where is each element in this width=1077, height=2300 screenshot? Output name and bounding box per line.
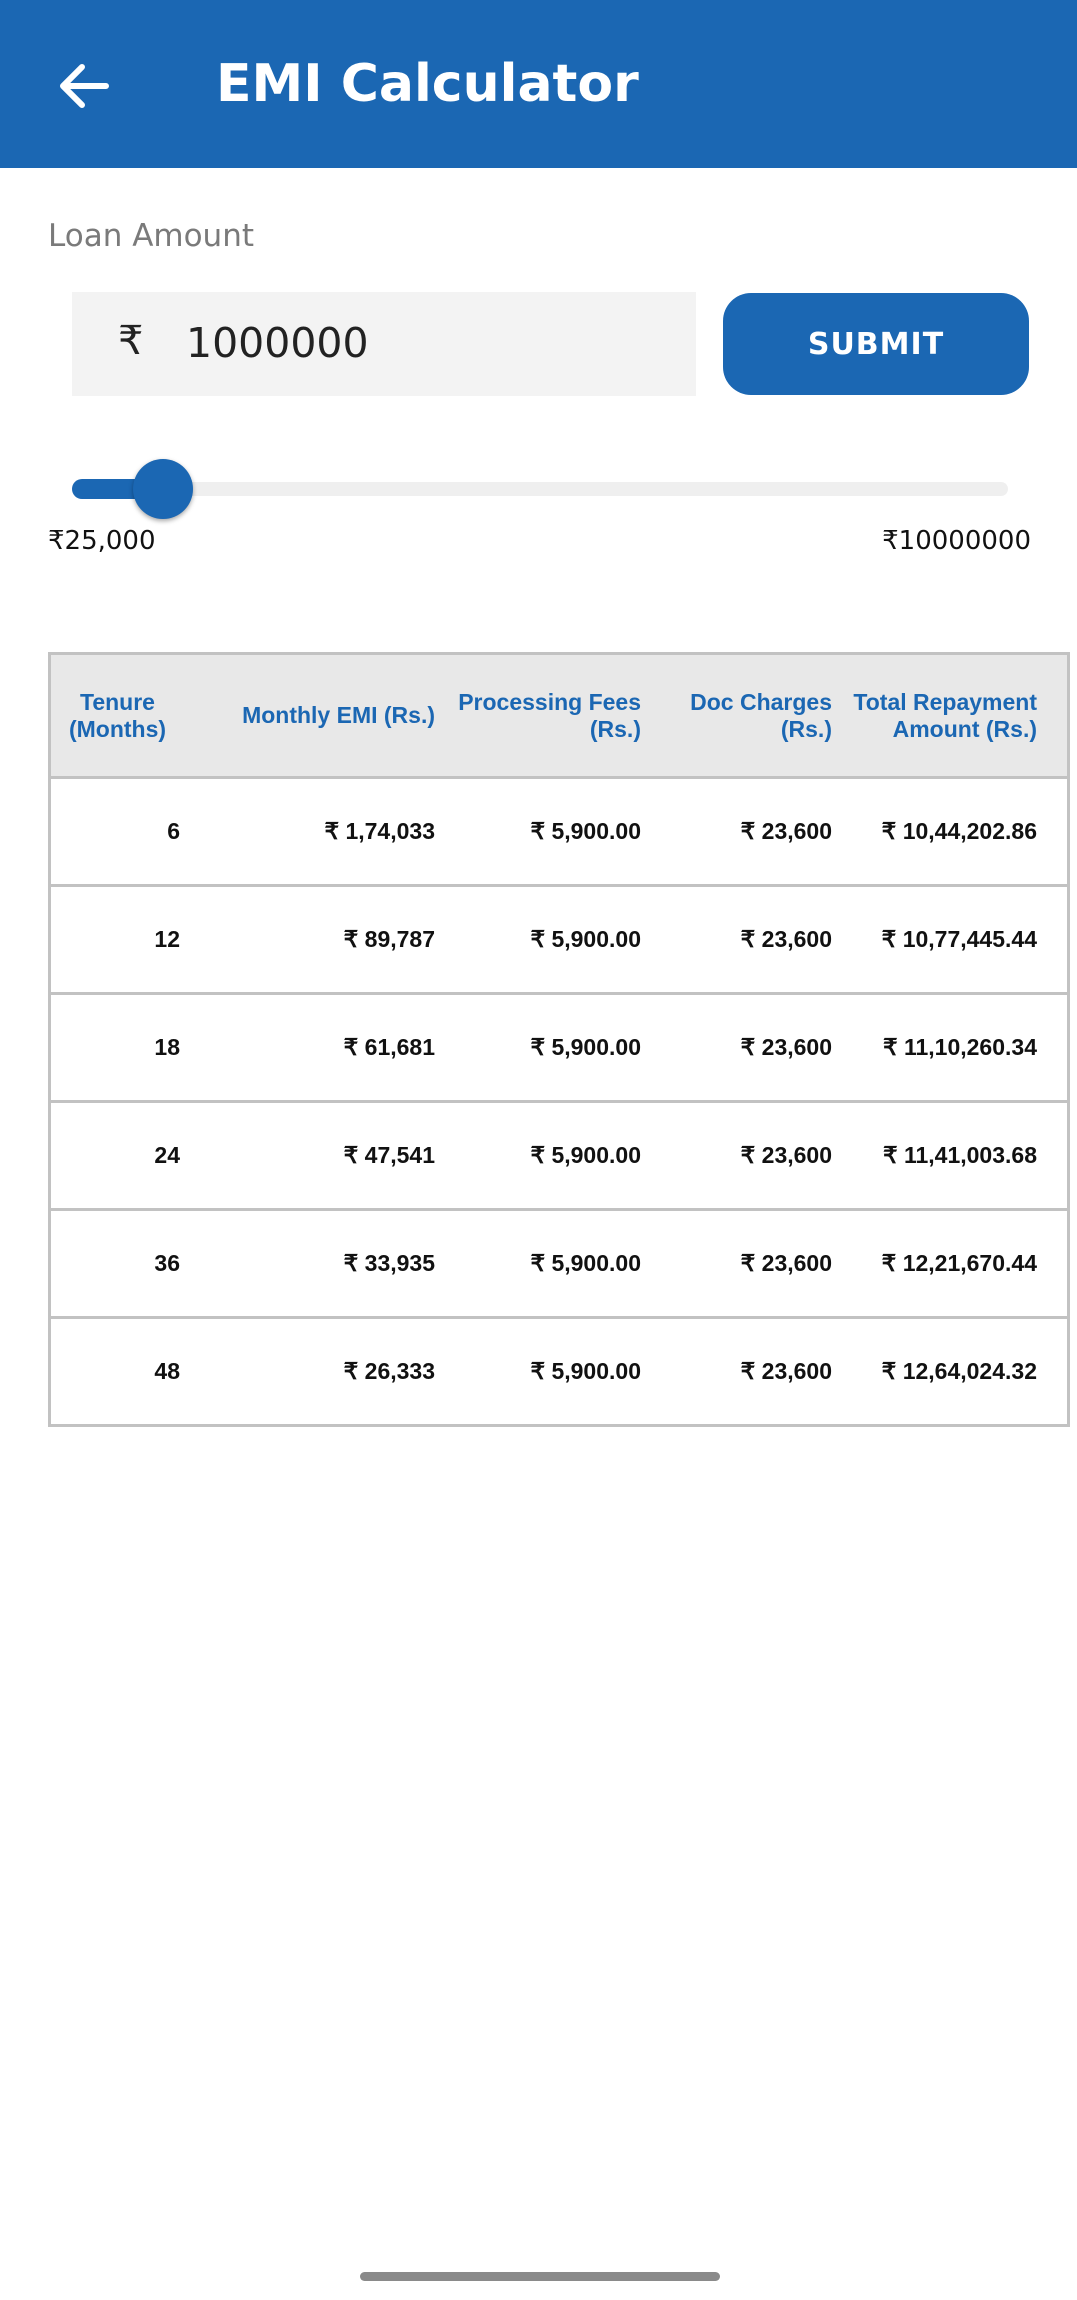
cell-monthly-emi: ₹ 61,681 [343, 1034, 435, 1060]
cell-processing-fees: ₹ 5,900.00 [530, 926, 641, 952]
cell-processing-fees: ₹ 5,900.00 [530, 818, 641, 844]
slider-track [72, 482, 1008, 496]
page-title: EMI Calculator [216, 54, 639, 114]
loan-amount-input[interactable] [186, 310, 666, 376]
cell-monthly-emi: ₹ 26,333 [343, 1358, 435, 1384]
app-bar [0, 0, 1077, 168]
cell-processing-fees: ₹ 5,900.00 [530, 1034, 641, 1060]
cell-processing-fees: ₹ 5,900.00 [530, 1142, 641, 1168]
table-row [50, 778, 1069, 886]
loan-amount-label: Loan Amount [48, 218, 255, 254]
slider-thumb[interactable] [133, 459, 193, 519]
loan-amount-field[interactable] [72, 292, 696, 396]
header-doc-charges: Doc Charges (Rs.) [641, 654, 832, 778]
table-row [50, 1210, 1069, 1318]
cell-monthly-emi: ₹ 1,74,033 [324, 818, 435, 844]
home-indicator[interactable] [360, 2272, 720, 2281]
cell-tenure: 24 [154, 1142, 180, 1168]
table-row [50, 1318, 1069, 1426]
cell-monthly-emi: ₹ 47,541 [343, 1142, 435, 1168]
cell-processing-fees: ₹ 5,900.00 [530, 1250, 641, 1276]
cell-processing-fees: ₹ 5,900.00 [530, 1358, 641, 1384]
emi-table [48, 652, 1070, 1427]
cell-total-repayment: ₹ 10,77,445.44 [881, 926, 1037, 952]
arrow-left-icon [56, 58, 112, 114]
rupee-icon: ₹ [118, 318, 144, 364]
cell-monthly-emi: ₹ 89,787 [343, 926, 435, 952]
back-button[interactable] [50, 52, 118, 120]
cell-doc-charges: ₹ 23,600 [740, 1358, 832, 1384]
cell-total-repayment: ₹ 12,64,024.32 [881, 1358, 1037, 1384]
cell-doc-charges: ₹ 23,600 [740, 818, 832, 844]
slider-min-label: ₹25,000 [48, 526, 156, 556]
cell-tenure: 36 [154, 1250, 180, 1276]
cell-total-repayment: ₹ 11,41,003.68 [882, 1142, 1037, 1168]
table-row [50, 1102, 1069, 1210]
cell-total-repayment: ₹ 12,21,670.44 [881, 1250, 1037, 1276]
slider-max-label: ₹10000000 [882, 526, 1031, 556]
header-total-repayment: Total Repayment Amount (Rs.) [832, 654, 1069, 778]
cell-doc-charges: ₹ 23,600 [740, 1250, 832, 1276]
cell-doc-charges: ₹ 23,600 [740, 926, 832, 952]
cell-doc-charges: ₹ 23,600 [740, 1034, 832, 1060]
cell-tenure: 6 [167, 818, 180, 844]
table-row [50, 994, 1069, 1102]
cell-doc-charges: ₹ 23,600 [740, 1142, 832, 1168]
cell-total-repayment: ₹ 11,10,260.34 [882, 1034, 1037, 1060]
cell-monthly-emi: ₹ 33,935 [343, 1250, 435, 1276]
submit-button[interactable]: SUBMIT [723, 293, 1029, 395]
header-processing-fees: Processing Fees (Rs.) [435, 654, 641, 778]
cell-total-repayment: ₹ 10,44,202.86 [881, 818, 1037, 844]
cell-tenure: 18 [154, 1034, 180, 1060]
loan-amount-slider[interactable] [72, 462, 1008, 518]
header-monthly-emi: Monthly EMI (Rs.) [180, 654, 435, 778]
cell-tenure: 12 [154, 926, 180, 952]
cell-tenure: 48 [154, 1358, 180, 1384]
header-tenure: Tenure (Months) [50, 654, 181, 778]
table-row [50, 886, 1069, 994]
table-header-row [50, 654, 1069, 778]
